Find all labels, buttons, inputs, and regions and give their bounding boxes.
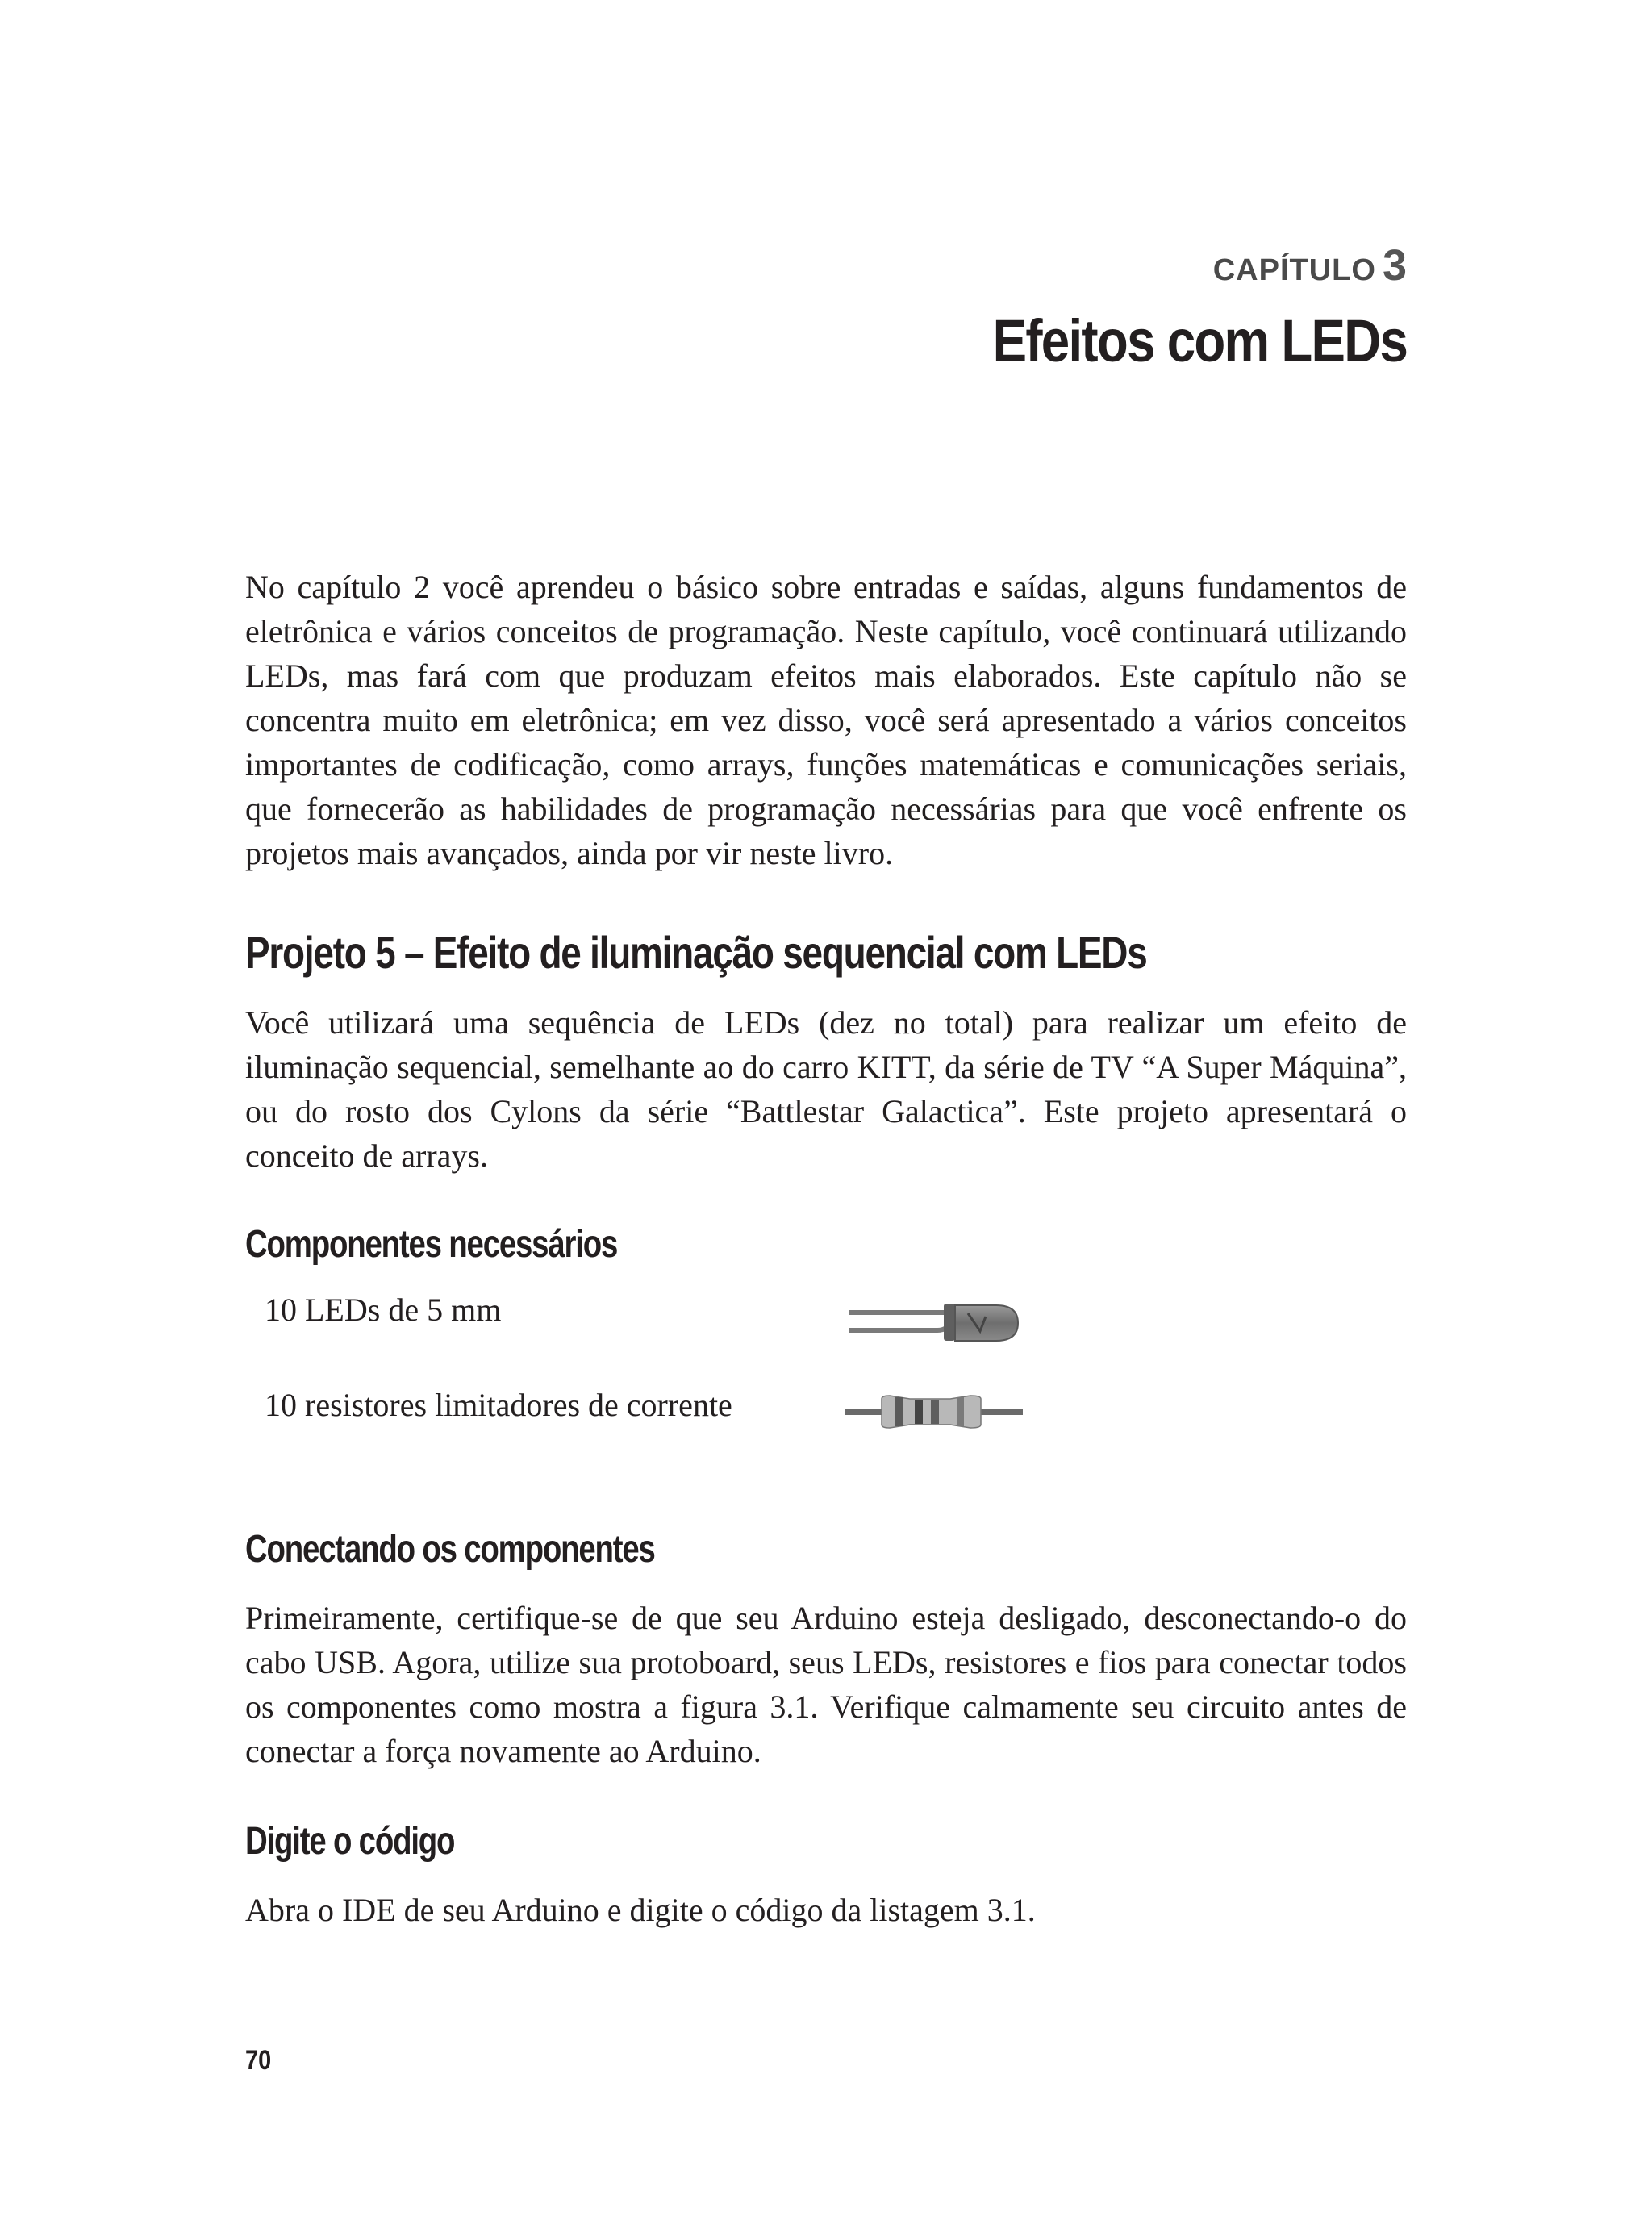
component-led-label: 10 LEDs de 5 mm [265,1292,502,1328]
code-heading: Digite o código [245,1820,455,1863]
chapter-title: Efeitos com LEDs [992,307,1407,374]
project-heading: Projeto 5 – Efeito de iluminação sequencial com LEDs [245,927,1147,978]
chapter-label [1213,240,1407,290]
connecting-text: Primeiramente, certifique-se de que seu Arduino esteja desligado, desconectando-o do cabo USB. Agora, utilize sua protoboard, seus LEDs, resistores e fios para conectar todos os componentes como mostra a figura 3.1. Verifique calmamente seu circuito antes de conectar a força novamente ao Arduino. [245,1600,1407,1769]
resistor-icon [845,1392,1023,1433]
components-heading: Componentes necessários [245,1223,618,1266]
intro-paragraph: No capítulo 2 você aprendeu o básico sobre entradas e saídas, alguns fundamentos de eletrônica e vários conceitos de programação. Neste capítulo, você continuará utilizando LEDs, mas fará com que produzam efeitos mais elaborados. Este capítulo não se concentra muito em eletrônica; em vez disso, você será apresentado a vários conceitos importantes de codificação, como arrays, funções matemáticas e comunicações seriais, que fornecerão as habilidades de programação necessárias para que você enfrente os projetos mais avançados, ainda por vir neste livro. [245,569,1407,871]
component-resistor-label: 10 resistores limitadores de corrente [265,1387,732,1423]
page-number: 70 [245,2045,272,2076]
code-text: Abra o IDE de seu Arduino e digite o código da listagem 3.1. [245,1892,1036,1928]
chapter-number: 3 [1382,241,1407,290]
project-description: Você utilizará uma sequência de LEDs (dez no total) para realizar um efeito de iluminação sequencial, semelhante ao do carro KITT, da série de TV “A Super Máquina”, ou do rosto dos Cylons da série “Battlestar Galactica”. Este projeto apresentará o conceito de arrays. [245,1004,1407,1174]
led-icon [847,1299,1024,1347]
connecting-heading: Conectando os componentes [245,1528,655,1571]
chapter-word: CAPÍTULO [1212,253,1376,287]
